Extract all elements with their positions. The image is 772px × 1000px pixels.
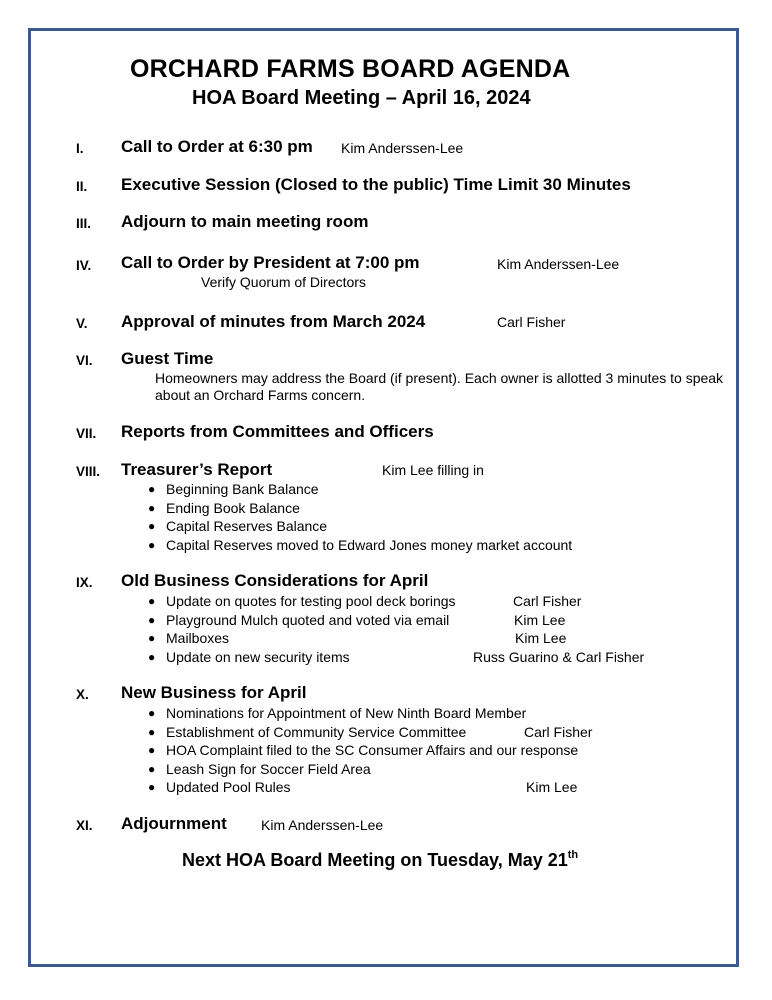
item-presenter: Kim Anderssen-Lee <box>341 140 464 156</box>
item-heading: Guest Time <box>121 349 214 368</box>
bullet-dot-icon: ● <box>148 500 156 515</box>
bullet-dot-icon: ● <box>148 724 156 739</box>
bullet-dot-icon: ● <box>148 612 156 627</box>
item-owner: Carl Fisher <box>524 723 593 740</box>
item-heading: Approval of minutes from March 2024 <box>121 312 426 331</box>
bullet-dot-icon: ● <box>148 631 156 646</box>
item-owner: Carl Fisher <box>513 593 582 609</box>
item-presenter: Kim Anderssen-Lee <box>261 817 384 833</box>
item-owner: Kim Lee <box>526 779 578 796</box>
item-number: X. <box>76 687 89 702</box>
item-number: XI. <box>76 818 93 833</box>
item-owner: Russ Guarino & Carl Fisher <box>473 648 645 665</box>
bullet-dot-icon: ● <box>148 482 156 496</box>
item-presenter: Kim Lee filling in <box>382 462 484 478</box>
bullet-dot-icon: ● <box>148 519 156 534</box>
item-heading: Call to Order at 6:30 pm <box>121 137 313 156</box>
item-number: IV. <box>76 258 92 273</box>
item-owner: Kim Lee <box>515 630 567 647</box>
item-heading: Adjourn to main meeting room <box>121 212 369 231</box>
page-title: ORCHARD FARMS BOARD AGENDA <box>130 55 571 83</box>
item-heading: Old Business Considerations for April <box>121 571 429 590</box>
item-number: III. <box>76 216 92 231</box>
item-presenter: Carl Fisher <box>497 314 566 330</box>
next-meeting-note: Next HOA Board Meeting on Tuesday, May 21th <box>182 849 579 870</box>
item-heading: Executive Session (Closed to the public) Time Limit 30 Minutes <box>121 175 631 194</box>
page-subtitle: HOA Board Meeting – April 16, 2024 <box>192 87 531 109</box>
item-heading: Reports from Committees and Officers <box>121 422 434 441</box>
bullet-dot-icon: ● <box>148 743 156 758</box>
bullet-dot-icon: ● <box>148 761 156 776</box>
item-number: II. <box>76 179 88 194</box>
item-heading: Treasurer’s Report <box>121 460 273 479</box>
item-paragraph: Homeowners may address the Board (if present). Each owner is allotted 3 minutes to speak about an Orchard Farms concern. <box>155 370 724 403</box>
item-number: VIII. <box>76 464 101 479</box>
item-heading: Adjournment <box>121 814 227 833</box>
bullet-dot-icon: ● <box>148 537 156 552</box>
bullet-dot-icon: ● <box>148 649 156 664</box>
item-number: IX. <box>76 575 93 590</box>
item-number: V. <box>76 316 88 331</box>
item-owner: Kim Lee <box>514 611 566 628</box>
bullet-dot-icon: ● <box>148 706 156 720</box>
item-heading: New Business for April <box>121 683 307 702</box>
item-presenter: Kim Anderssen-Lee <box>497 256 620 272</box>
item-heading: Call to Order by President at 7:00 pm <box>121 253 420 272</box>
item-number: VII. <box>76 426 97 441</box>
item-number: VI. <box>76 353 93 368</box>
bullet-dot-icon: ● <box>148 780 156 795</box>
item-number: I. <box>76 141 84 156</box>
bullet-dot-icon: ● <box>148 594 156 608</box>
item-subtext: Verify Quorum of Directors <box>201 274 366 290</box>
